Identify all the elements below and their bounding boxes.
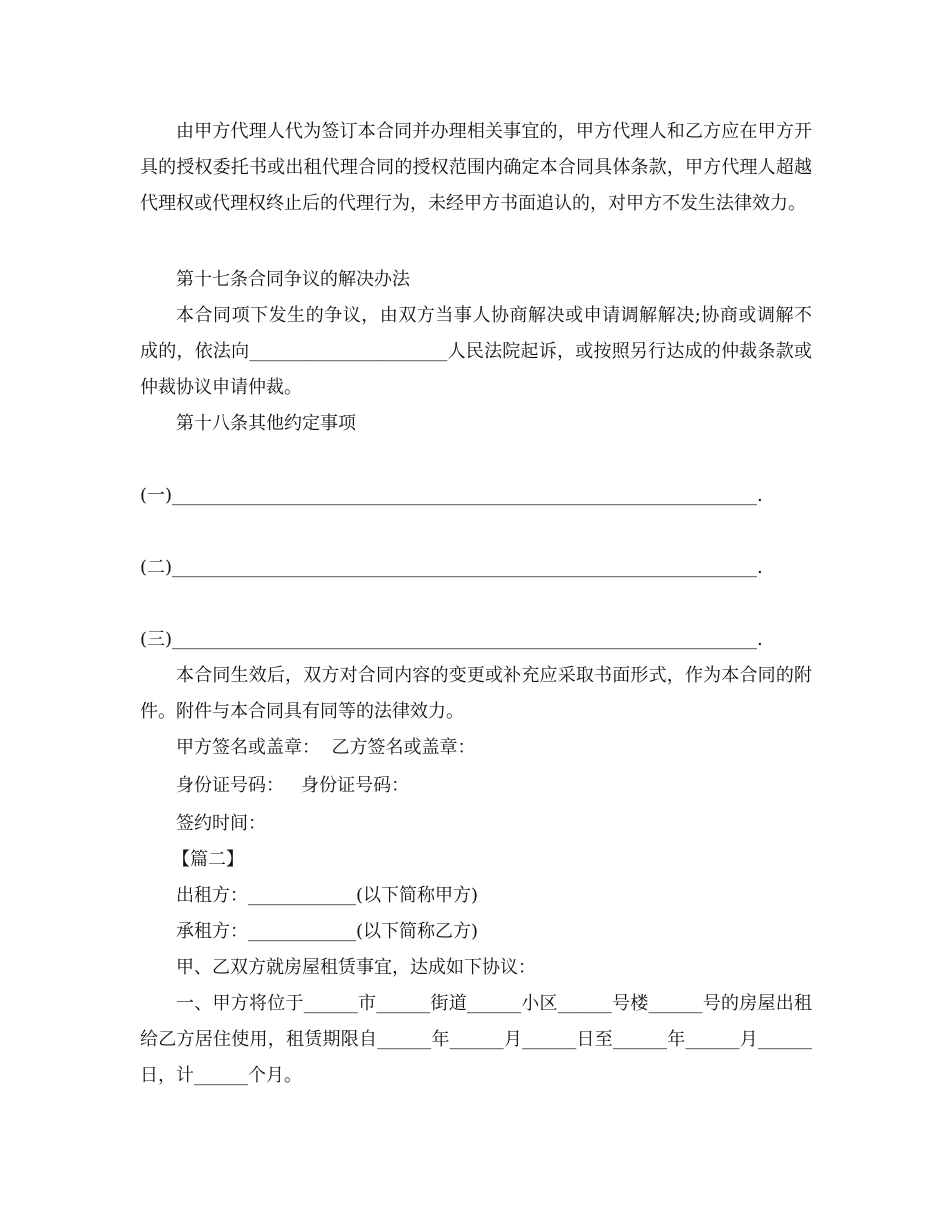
other-item-2: (二)_________________________________________________________________.	[140, 557, 763, 578]
signing-date-line: 签约时间：	[176, 813, 266, 834]
section-two-heading: 【篇二】	[172, 849, 244, 870]
heading-article-18: 第十八条其他约定事项	[176, 413, 356, 434]
lessee-line: 承租方：____________(以下简称乙方)	[176, 921, 479, 942]
paragraph-lease-term: 一、甲方将位于______市______街道______小区______号楼______号的房屋出租给乙方居住使用，租赁期限自______年______月______日至______年______月______日，计______个月。	[140, 993, 812, 1086]
other-item-3: (三)_________________________________________________________________.	[140, 629, 763, 650]
signature-line: 甲方签名或盖章： 乙方签名或盖章：	[176, 737, 476, 758]
paragraph-amendments: 本合同生效后，双方对合同内容的变更或补充应采取书面形式，作为本合同的附件。附件与本合同具有同等的法律效力。	[140, 665, 812, 722]
paragraph-agent-clause: 由甲方代理人代为签订本合同并办理相关事宜的，甲方代理人和乙方应在甲方开具的授权委托书或出租代理合同的授权范围内确定本合同具体条款，甲方代理人超越代理权或代理权终止后的代理行为，未经甲方书面追认的，对甲方不发生法律效力。	[140, 121, 812, 214]
agreement-intro: 甲、乙双方就房屋租赁事宜，达成如下协议：	[176, 957, 536, 978]
lessor-line: 出租方：____________(以下简称甲方)	[176, 885, 479, 906]
paragraph-dispute-resolution: 本合同项下发生的争议，由双方当事人协商解决或申请调解解决;协商或调解不成的，依法向______________________人民法院起诉，或按照另行达成的仲裁条款或仲裁协议申请仲裁。	[140, 305, 812, 398]
other-item-1: (一)_________________________________________________________________.	[140, 485, 763, 506]
id-number-line: 身份证号码： 身份证号码：	[176, 775, 410, 796]
heading-article-17: 第十七条合同争议的解决办法	[176, 269, 410, 290]
